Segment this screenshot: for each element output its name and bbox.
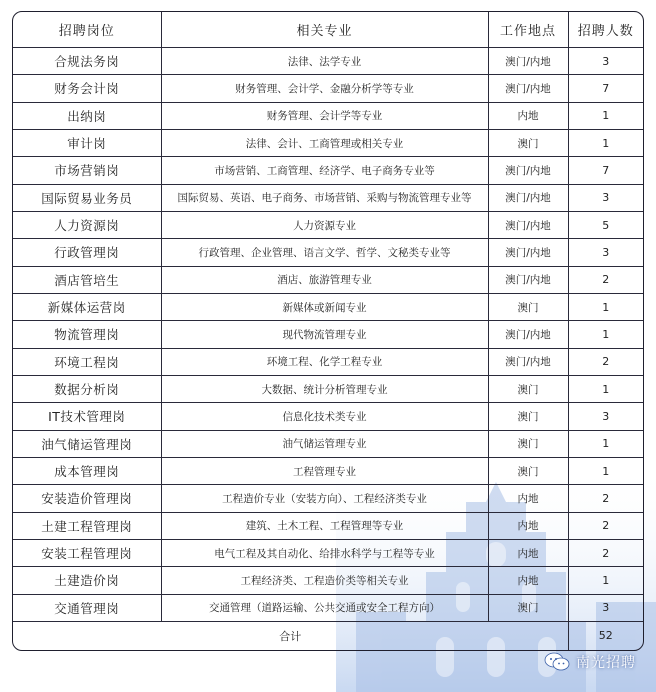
position-cell: 新媒体运营岗 (13, 293, 161, 320)
major-cell: 财务管理、会计学、金融分析学等专业 (161, 75, 488, 102)
location-cell: 澳门 (488, 430, 568, 457)
table-row (13, 48, 643, 75)
total-value: 52 (598, 629, 613, 643)
major-cell: 酒店、旅游管理专业 (161, 266, 488, 293)
major-cell: 行政管理、企业管理、语言文学、哲学、文秘类专业等 (161, 239, 488, 266)
position-cell: 人力资源岗 (13, 211, 161, 238)
count-cell: 3 (568, 594, 643, 621)
count-cell: 1 (568, 102, 643, 129)
recruitment-table-container (12, 11, 644, 651)
position-cell: 财务会计岗 (13, 75, 161, 102)
count-cell: 7 (568, 75, 643, 102)
location-cell: 内地 (488, 102, 568, 129)
location-cell: 澳门 (488, 457, 568, 484)
position-cell: 环境工程岗 (13, 348, 161, 375)
count-cell: 3 (568, 184, 643, 211)
location-cell: 澳门/内地 (488, 211, 568, 238)
table-row (13, 430, 643, 457)
table-row (13, 266, 643, 293)
major-cell: 新媒体或新闻专业 (161, 293, 488, 320)
header-major: 相关专业 (161, 12, 488, 48)
table-row (13, 129, 643, 156)
location-cell: 澳门/内地 (488, 321, 568, 348)
major-cell: 工程管理专业 (161, 457, 488, 484)
count-cell: 1 (568, 293, 643, 320)
position-cell: 安装造价管理岗 (13, 485, 161, 512)
position-cell: 土建造价岗 (13, 567, 161, 594)
position-cell: IT技术管理岗 (13, 403, 161, 430)
table-row (13, 567, 643, 594)
position-cell: 土建工程管理岗 (13, 512, 161, 539)
location-cell: 澳门/内地 (488, 184, 568, 211)
table-row (13, 239, 643, 266)
location-cell: 澳门/内地 (488, 157, 568, 184)
count-cell: 2 (568, 512, 643, 539)
table-row (13, 457, 643, 484)
major-cell: 市场营销、工商管理、经济学、电子商务专业等 (161, 157, 488, 184)
table-body (13, 48, 643, 651)
wechat-icon (544, 652, 570, 672)
position-cell: 安装工程管理岗 (13, 539, 161, 566)
major-cell: 环境工程、化学工程专业 (161, 348, 488, 375)
count-cell: 3 (568, 403, 643, 430)
location-cell: 澳门/内地 (488, 48, 568, 75)
location-cell: 内地 (488, 567, 568, 594)
major-cell: 人力资源专业 (161, 211, 488, 238)
count-cell: 2 (568, 348, 643, 375)
count-cell: 3 (568, 48, 643, 75)
table-row (13, 375, 643, 402)
major-cell: 国际贸易、英语、电子商务、市场营销、采购与物流管理专业等 (161, 184, 488, 211)
table-row (13, 102, 643, 129)
count-cell: 1 (568, 129, 643, 156)
position-cell: 市场营销岗 (13, 157, 161, 184)
table-row (13, 184, 643, 211)
count-cell: 2 (568, 539, 643, 566)
brand-text: 南光招聘 (576, 655, 636, 671)
location-cell: 澳门 (488, 129, 568, 156)
header-location: 工作地点 (488, 12, 568, 48)
major-cell: 油气储运管理专业 (161, 430, 488, 457)
major-cell: 法律、法学专业 (161, 48, 488, 75)
location-cell: 澳门 (488, 375, 568, 402)
location-cell: 澳门 (488, 594, 568, 621)
location-cell: 澳门 (488, 293, 568, 320)
count-cell: 7 (568, 157, 643, 184)
position-cell: 交通管理岗 (13, 594, 161, 621)
location-cell: 澳门/内地 (488, 266, 568, 293)
table-row (13, 211, 643, 238)
count-cell: 1 (568, 375, 643, 402)
position-cell: 出纳岗 (13, 102, 161, 129)
table-row (13, 348, 643, 375)
major-cell: 法律、会计、工商管理或相关专业 (161, 129, 488, 156)
position-cell: 数据分析岗 (13, 375, 161, 402)
location-cell: 澳门/内地 (488, 239, 568, 266)
count-cell: 1 (568, 321, 643, 348)
brand-watermark (544, 652, 636, 672)
position-cell: 酒店管培生 (13, 266, 161, 293)
position-cell: 国际贸易业务员 (13, 184, 161, 211)
position-cell: 行政管理岗 (13, 239, 161, 266)
count-cell: 2 (568, 266, 643, 293)
major-cell: 建筑、土木工程、工程管理等专业 (161, 512, 488, 539)
position-cell: 油气储运管理岗 (13, 430, 161, 457)
count-cell: 2 (568, 485, 643, 512)
count-cell: 1 (568, 430, 643, 457)
header-count: 招聘人数 (568, 12, 643, 48)
position-cell: 审计岗 (13, 129, 161, 156)
table-row (13, 485, 643, 512)
table-row (13, 157, 643, 184)
position-cell: 物流管理岗 (13, 321, 161, 348)
major-cell: 工程造价专业（安装方向）、工程经济类专业 (161, 485, 488, 512)
location-cell: 内地 (488, 539, 568, 566)
table-row (13, 594, 643, 621)
major-cell: 电气工程及其自动化、给排水科学与工程等专业 (161, 539, 488, 566)
total-label: 合计 (13, 621, 568, 650)
count-cell: 1 (568, 567, 643, 594)
location-cell: 内地 (488, 485, 568, 512)
location-cell: 澳门/内地 (488, 75, 568, 102)
major-cell: 信息化技术类专业 (161, 403, 488, 430)
location-cell: 澳门 (488, 403, 568, 430)
header-position: 招聘岗位 (13, 12, 161, 48)
major-cell: 工程经济类、工程造价类等相关专业 (161, 567, 488, 594)
header-row (13, 12, 643, 48)
table-row (13, 321, 643, 348)
table-row (13, 539, 643, 566)
location-cell: 澳门/内地 (488, 348, 568, 375)
count-cell: 3 (568, 239, 643, 266)
major-cell: 财务管理、会计学等专业 (161, 102, 488, 129)
count-cell: 5 (568, 211, 643, 238)
major-cell: 交通管理（道路运输、公共交通或安全工程方向） (161, 594, 488, 621)
position-cell: 合规法务岗 (13, 48, 161, 75)
total-row (13, 621, 643, 650)
major-cell: 现代物流管理专业 (161, 321, 488, 348)
position-cell: 成本管理岗 (13, 457, 161, 484)
location-cell: 内地 (488, 512, 568, 539)
table-row (13, 75, 643, 102)
table-row (13, 403, 643, 430)
table-row (13, 293, 643, 320)
recruitment-table (13, 12, 643, 650)
count-cell: 1 (568, 457, 643, 484)
table-row (13, 512, 643, 539)
major-cell: 大数据、统计分析管理专业 (161, 375, 488, 402)
